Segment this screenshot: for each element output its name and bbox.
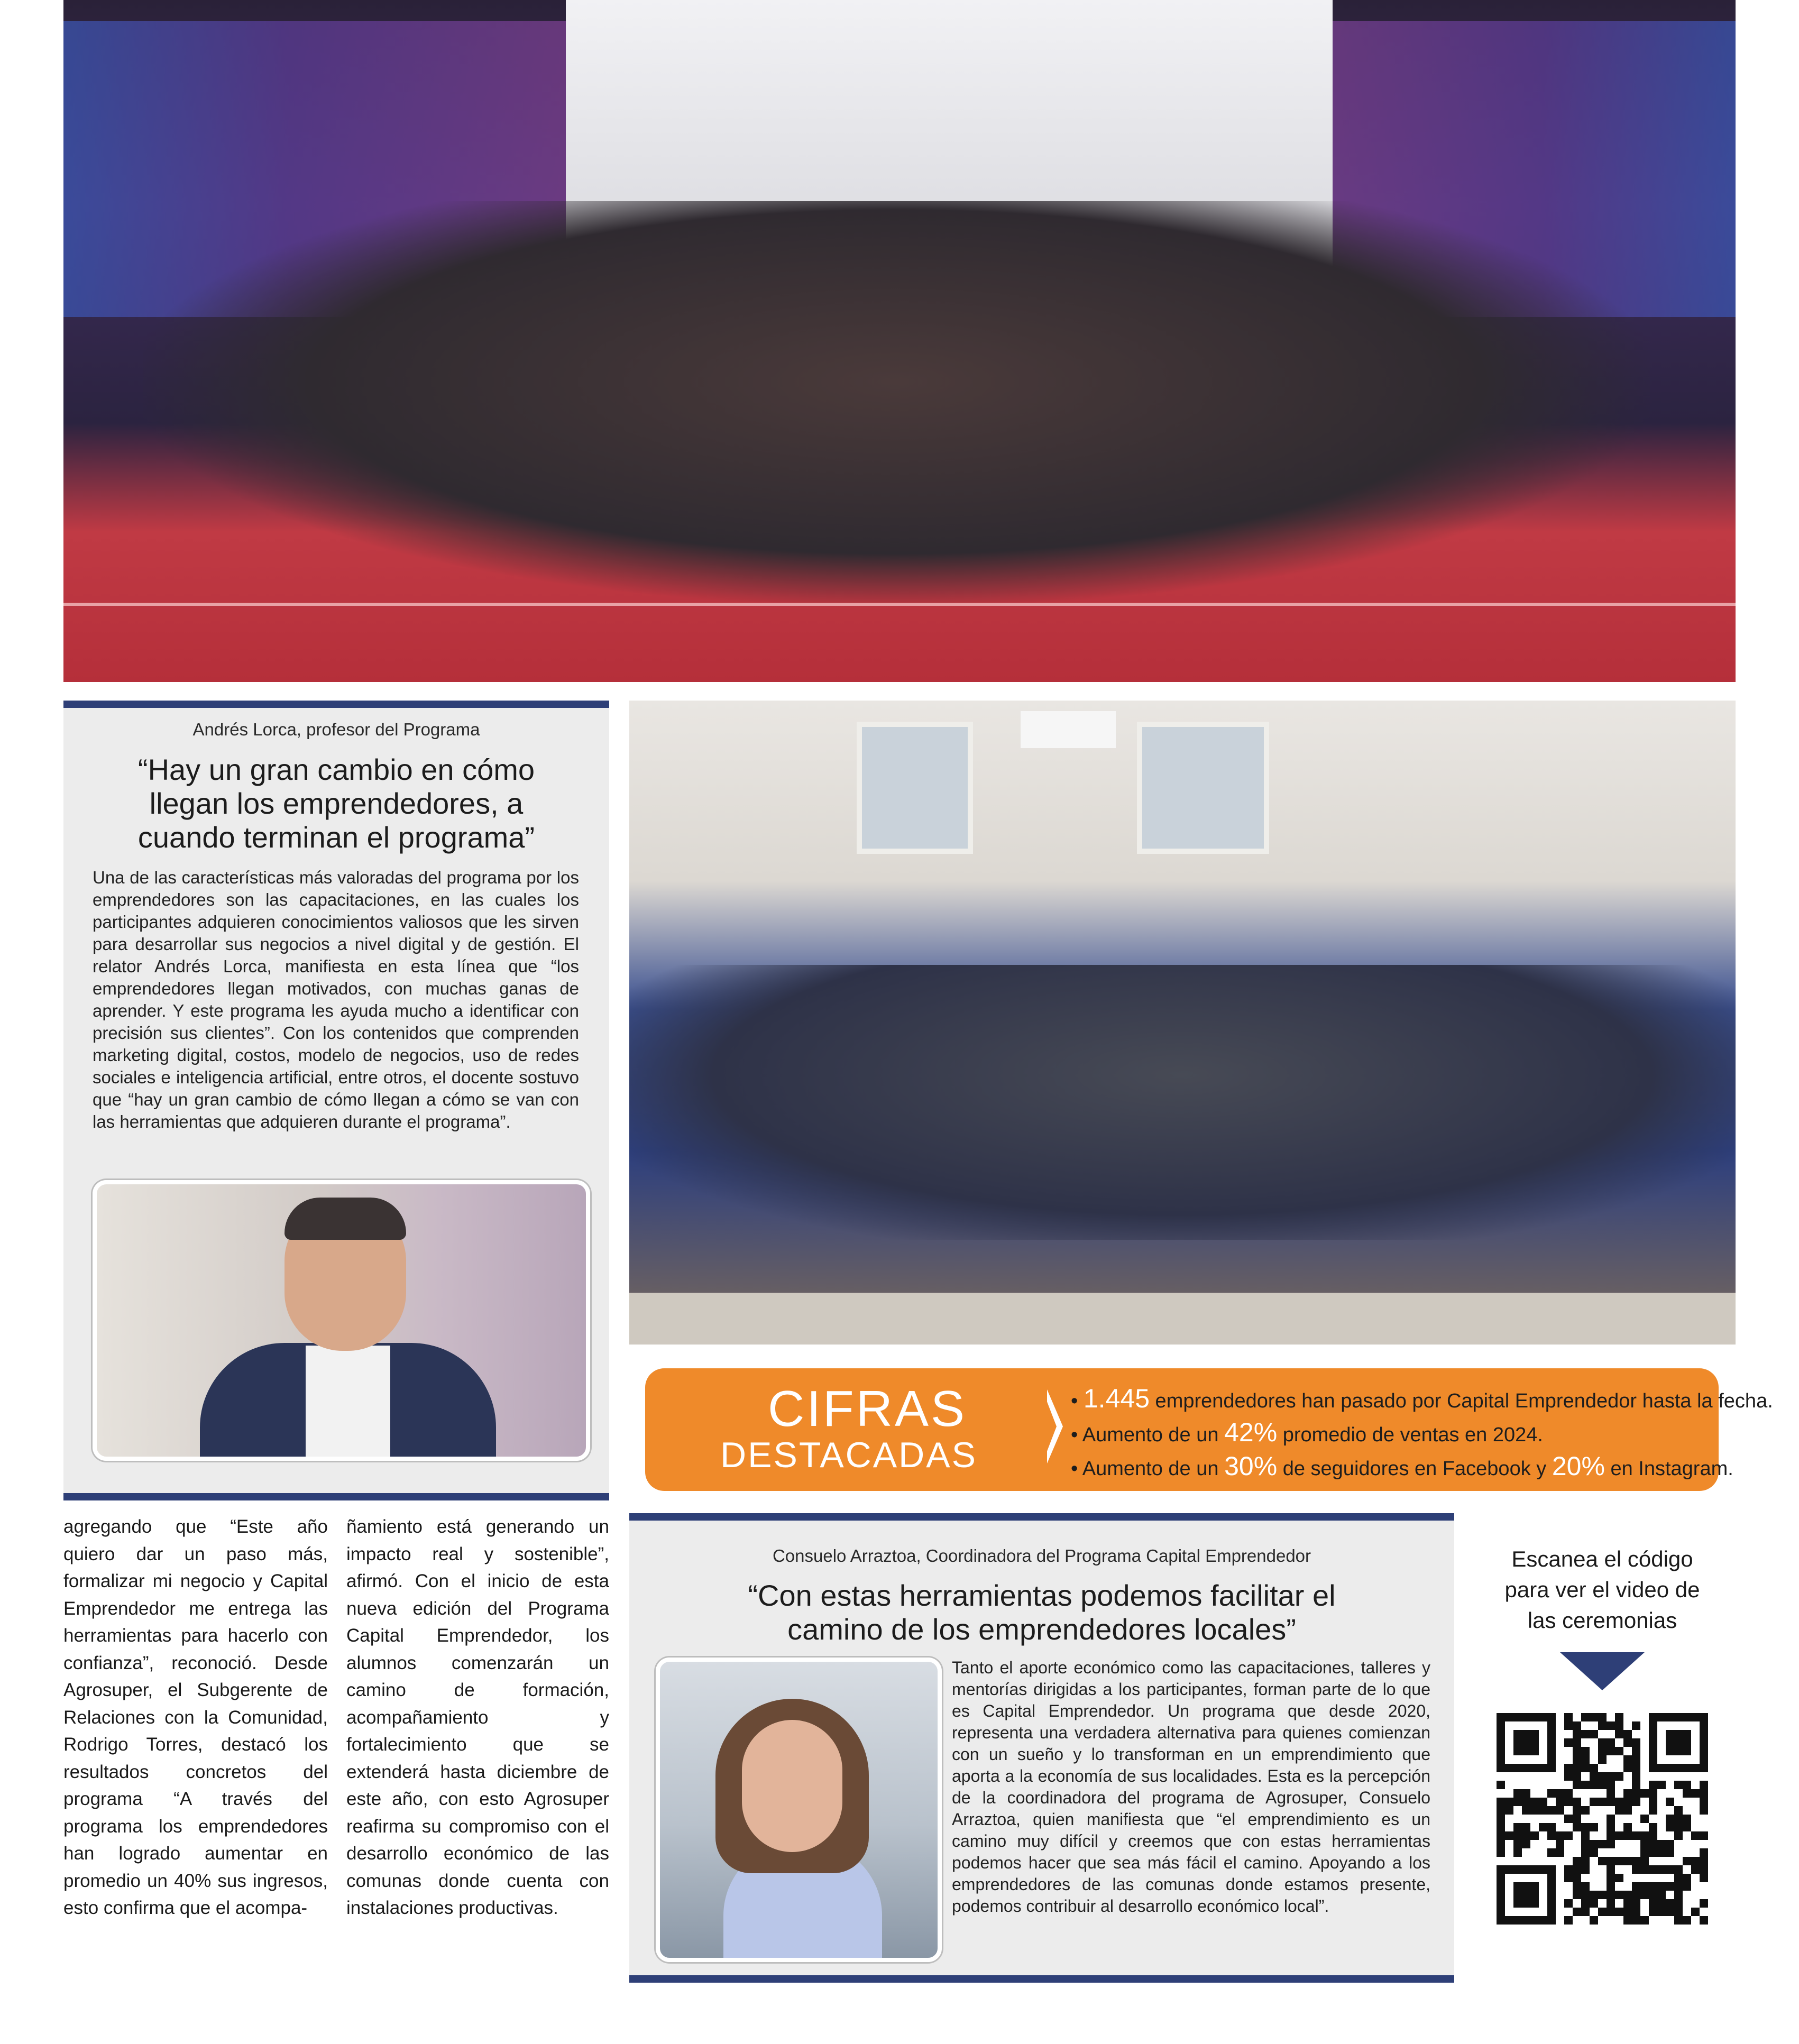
andres-body: Una de las características más valoradas del programa por los emprendedores son las capacitaciones, en las cuales los participantes adquieren conocimientos valiosos que les sirven para desarrollar sus negocios a nivel digital y de gestión. El relator Andrés Lorca, manifiesta en esta línea que “los emprendedores llegan motivados, con muchas ganas de aprender. Y este programa les ayuda mucho a identificar con precisión sus clientes”. Con los contenidos que comprenden marketing digital, costos, modelo de negocios, uso de redes sociales e inteligencia artificial, entre otros, el docente sostuvo que “hay un gran cambio de cómo llegan a cómo se van con las herramientas que adquieren durante el programa”. xyxy=(93,868,579,1131)
article-column-left: agregando que “Este año quiero dar un paso más, formalizar mi negocio y Capital Emprendedor me entrega las herramientas para hacerlo con confianza”, reconoció. Desde Agrosuper, el Subgerente de Relaciones con la Comunidad, Rodrigo Torres, destacó los resultados concretos del programa “A través del programa los emprendedores han logrado aumentar en promedio un 40% sus ingresos, esto confirma que el acompa- xyxy=(63,1516,328,1918)
group-photo-auditorium xyxy=(63,0,1736,682)
qr-label: Escanea el código para ver el video de las ceremonias xyxy=(1504,1546,1700,1633)
cifra-item-2: • Aumento de un 42% promedio de ventas en 2024. xyxy=(1071,1417,1543,1447)
consuelo-caption: Consuelo Arraztoa, Coordinadora del Programa Capital Emprendedor xyxy=(772,1546,1311,1566)
qr-code[interactable] xyxy=(1497,1713,1708,1925)
andres-portrait-photo xyxy=(93,1180,590,1461)
cifras-destacadas-banner xyxy=(645,1368,1773,1491)
consuelo-body: Tanto el aporte económico como las capacitaciones, talleres y mentorías dirigidas a los participantes, forman parte de lo que es Capital Emprendedor. Un programa que desde 2020, representa una verdadera alternativa para quienes comienzan con un sueño y lo transforman en un emprendimiento que aporta a la economía de sus localidades. Esta es la percepción de la coordinadora del programa de Agrosuper, Consuelo Arraztoa, quien manifiesta que “el emprendimiento es un camino muy difícil y creemos que con estas herramientas podemos hacer que sea más fácil el camino. Apoyando a los emprendedores de las comunas donde estamos presente, podemos contribuir al desarrollo económico local”. xyxy=(952,1658,1430,1916)
cifra-item-3: • Aumento de un 30% de seguidores en Facebook y 20% en Instagram. xyxy=(1071,1451,1733,1481)
cifra-item-1: • 1.445 emprendedores han pasado por Capital Emprendedor hasta la fecha. xyxy=(1071,1384,1773,1413)
arrow-down-icon xyxy=(1560,1652,1645,1690)
andres-caption: Andrés Lorca, profesor del Programa xyxy=(192,720,480,739)
consuelo-headline: “Con estas herramientas podemos facilitar el camino de los emprendedores locales” xyxy=(748,1579,1336,1646)
consuelo-portrait-photo xyxy=(656,1658,942,1962)
article-column-right: ñamiento está generando un impacto real y sostenible”, afirmó. Con el inicio de esta nueva edición del Programa Capital Emprendedor, los alumnos comenzarán un camino de formación, acompañamiento y fortalecimiento que se extenderá hasta diciembre de este año, con esto Agrosuper reafirma su compromiso con el desarrollo económico de las comunas donde cuenta con instalaciones productivas. xyxy=(346,1516,609,1918)
cifras-subtitle: DESTACADAS xyxy=(720,1435,977,1475)
andres-headline: “Hay un gran cambio en cómo llegan los emprendedores, a cuando terminan el programa” xyxy=(137,753,535,854)
cifras-title: CIFRAS xyxy=(767,1380,967,1437)
classroom-photo xyxy=(629,701,1736,1345)
